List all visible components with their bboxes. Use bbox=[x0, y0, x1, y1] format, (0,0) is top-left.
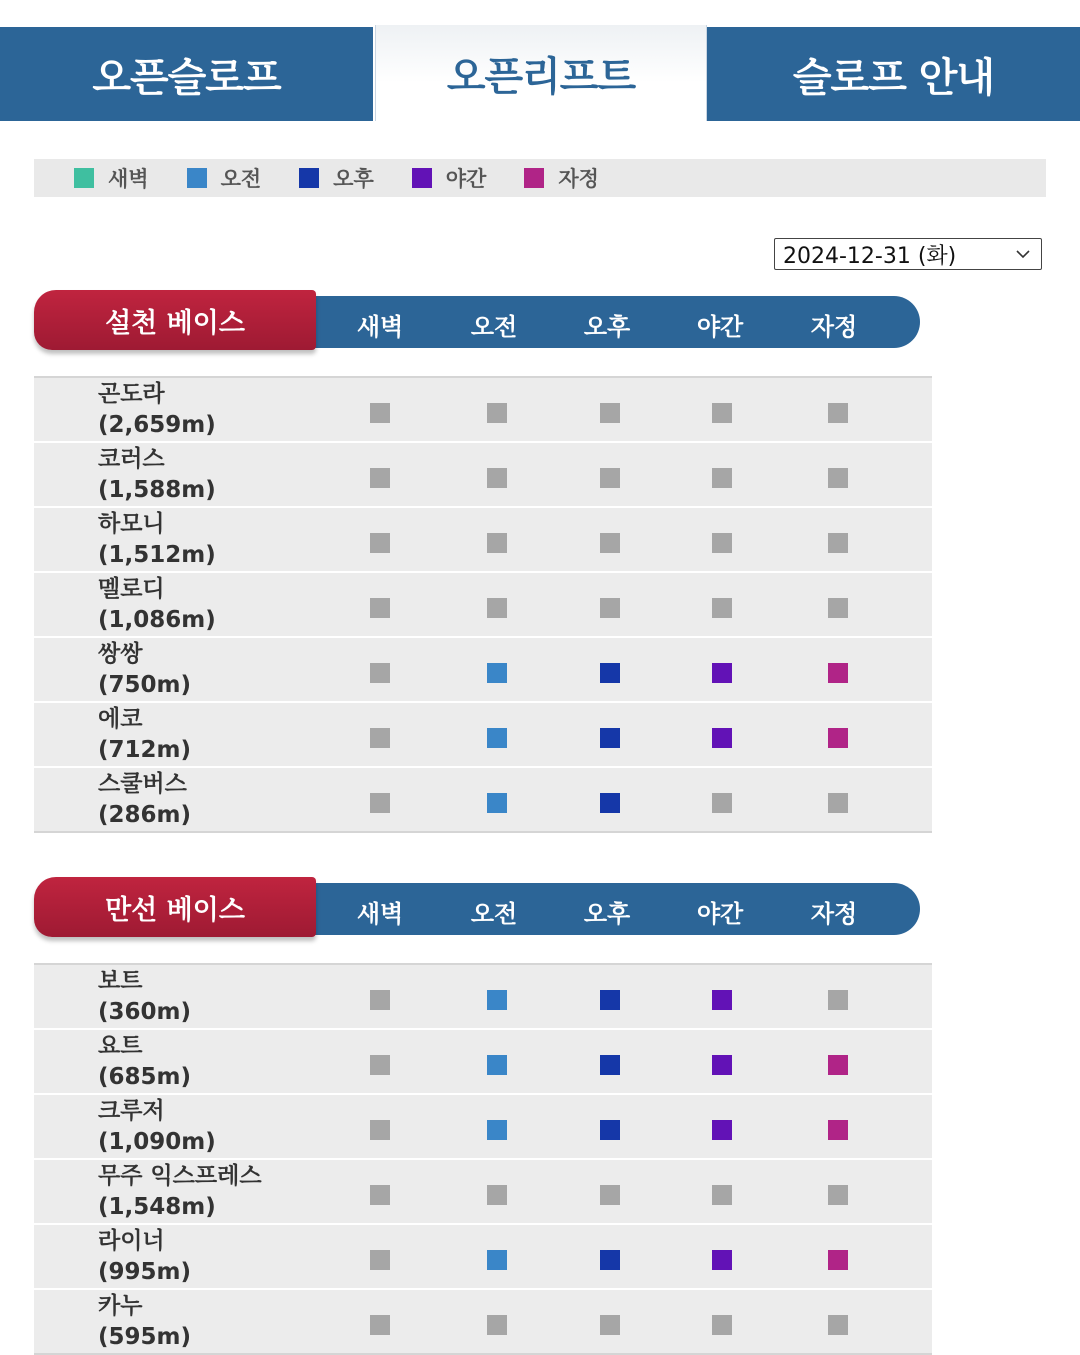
lift-status-table bbox=[34, 376, 932, 833]
status-cell-morning-open bbox=[487, 1120, 507, 1140]
table-row bbox=[34, 1030, 932, 1095]
table-row bbox=[34, 1290, 932, 1355]
lift-length: (750m) bbox=[98, 672, 191, 698]
legend-swatch bbox=[524, 168, 544, 188]
status-cell-morning-open bbox=[487, 1250, 507, 1270]
period-header-dawn: 새벽 bbox=[356, 313, 404, 341]
lift-length: (2,659m) bbox=[98, 412, 216, 438]
status-cell-dawn-closed bbox=[370, 990, 390, 1010]
status-cell-morning-closed bbox=[487, 468, 507, 488]
status-cell-afternoon-closed bbox=[600, 533, 620, 553]
table-row bbox=[34, 703, 932, 768]
status-cell-dawn-closed bbox=[370, 728, 390, 748]
status-cell-dawn-closed bbox=[370, 598, 390, 618]
status-cell-morning-open bbox=[487, 990, 507, 1010]
tab-open-slope[interactable]: 오픈슬로프 bbox=[0, 27, 373, 121]
section-title: 설천 베이스 bbox=[34, 290, 316, 350]
lift-name-label: 스쿨버스 bbox=[98, 771, 187, 797]
table-row bbox=[34, 965, 932, 1030]
lift-name-label: 하모니 bbox=[98, 511, 165, 537]
status-cell-dawn-closed bbox=[370, 1055, 390, 1075]
status-cell-dawn-closed bbox=[370, 468, 390, 488]
chevron-down-icon bbox=[1015, 243, 1031, 270]
period-header-afternoon: 오후 bbox=[583, 900, 631, 928]
lift-length: (1,548m) bbox=[98, 1194, 216, 1220]
lift-name-label: 쌍쌍 bbox=[98, 641, 143, 667]
lift-length: (595m) bbox=[98, 1324, 191, 1350]
lift-name bbox=[98, 704, 191, 766]
status-cell-night-open bbox=[712, 1250, 732, 1270]
lift-name bbox=[98, 509, 216, 571]
lift-status-table bbox=[34, 963, 932, 1355]
lift-name-label: 코러스 bbox=[98, 446, 165, 472]
legend-swatch bbox=[412, 168, 432, 188]
date-select[interactable] bbox=[774, 238, 1042, 270]
legend-item-night bbox=[412, 163, 487, 193]
status-cell-afternoon-closed bbox=[600, 1185, 620, 1205]
period-header-night: 야간 bbox=[696, 313, 744, 341]
legend-label: 야간 bbox=[445, 167, 487, 191]
lift-name bbox=[98, 769, 191, 831]
period-header-midnight: 자정 bbox=[810, 313, 858, 341]
status-cell-afternoon-open bbox=[600, 990, 620, 1010]
status-cell-morning-open bbox=[487, 1055, 507, 1075]
table-row bbox=[34, 768, 932, 833]
period-header-dawn: 새벽 bbox=[356, 900, 404, 928]
lift-name-label: 크루저 bbox=[98, 1098, 165, 1124]
status-cell-afternoon-open bbox=[600, 1120, 620, 1140]
lift-length: (995m) bbox=[98, 1259, 191, 1285]
lift-length: (1,090m) bbox=[98, 1129, 216, 1155]
table-row bbox=[34, 508, 932, 573]
period-header-morning: 오전 bbox=[470, 900, 518, 928]
lift-name bbox=[98, 1096, 216, 1158]
status-cell-morning-closed bbox=[487, 533, 507, 553]
status-cell-dawn-closed bbox=[370, 1185, 390, 1205]
lift-length: (360m) bbox=[98, 999, 191, 1025]
lift-name-label: 보트 bbox=[98, 968, 143, 994]
status-cell-morning-closed bbox=[487, 598, 507, 618]
status-cell-night-open bbox=[712, 663, 732, 683]
status-cell-afternoon-closed bbox=[600, 403, 620, 423]
status-cell-midnight-closed bbox=[828, 403, 848, 423]
lift-length: (1,086m) bbox=[98, 607, 216, 633]
table-row bbox=[34, 1225, 932, 1290]
status-cell-midnight-closed bbox=[828, 598, 848, 618]
lift-name bbox=[98, 1161, 262, 1223]
status-cell-morning-open bbox=[487, 793, 507, 813]
status-cell-morning-closed bbox=[487, 1315, 507, 1335]
legend-label: 자정 bbox=[558, 167, 599, 191]
lift-name bbox=[98, 1031, 191, 1093]
status-cell-dawn-closed bbox=[370, 663, 390, 683]
status-cell-afternoon-open bbox=[600, 663, 620, 683]
date-select-value: 2024-12-31 (화) bbox=[783, 243, 957, 269]
lift-name-label: 에코 bbox=[98, 706, 143, 732]
status-cell-night-closed bbox=[712, 598, 732, 618]
legend-item-dawn bbox=[74, 163, 149, 193]
legend-item-morning bbox=[187, 163, 262, 193]
lift-name bbox=[98, 639, 191, 701]
status-cell-night-closed bbox=[712, 468, 732, 488]
lift-name-label: 곤도라 bbox=[98, 381, 165, 407]
period-header-morning: 오전 bbox=[470, 313, 518, 341]
section-header bbox=[34, 290, 934, 352]
section-title: 만선 베이스 bbox=[34, 877, 316, 937]
lift-name-label: 라이너 bbox=[98, 1228, 165, 1254]
status-cell-midnight-open bbox=[828, 728, 848, 748]
status-cell-afternoon-open bbox=[600, 1055, 620, 1075]
section-header bbox=[34, 877, 934, 939]
status-cell-night-open bbox=[712, 728, 732, 748]
status-cell-afternoon-closed bbox=[600, 468, 620, 488]
status-cell-midnight-closed bbox=[828, 990, 848, 1010]
table-row bbox=[34, 573, 932, 638]
legend-label: 오전 bbox=[220, 167, 262, 191]
legend-swatch bbox=[299, 168, 319, 188]
status-cell-midnight-open bbox=[828, 1120, 848, 1140]
lift-name-label: 멜로디 bbox=[98, 576, 165, 602]
status-cell-night-closed bbox=[712, 1185, 732, 1205]
lift-name bbox=[98, 1291, 191, 1353]
lift-name-label: 요트 bbox=[98, 1033, 143, 1059]
lift-length: (712m) bbox=[98, 737, 191, 763]
status-cell-midnight-open bbox=[828, 663, 848, 683]
legend-label: 오후 bbox=[333, 167, 374, 191]
status-cell-afternoon-closed bbox=[600, 598, 620, 618]
status-cell-morning-closed bbox=[487, 403, 507, 423]
lift-name-label: 무주 익스프레스 bbox=[98, 1163, 262, 1189]
table-row bbox=[34, 378, 932, 443]
table-row bbox=[34, 638, 932, 703]
status-cell-afternoon-closed bbox=[600, 1315, 620, 1335]
legend-swatch bbox=[74, 168, 94, 188]
lift-name bbox=[98, 444, 216, 506]
status-cell-dawn-closed bbox=[370, 793, 390, 813]
status-cell-midnight-open bbox=[828, 1055, 848, 1075]
period-header-midnight: 자정 bbox=[810, 900, 858, 928]
status-cell-midnight-closed bbox=[828, 468, 848, 488]
status-cell-midnight-closed bbox=[828, 533, 848, 553]
status-cell-dawn-closed bbox=[370, 1315, 390, 1335]
status-cell-night-open bbox=[712, 1120, 732, 1140]
lift-length: (685m) bbox=[98, 1064, 191, 1090]
period-header-afternoon: 오후 bbox=[583, 313, 631, 341]
status-cell-afternoon-open bbox=[600, 793, 620, 813]
table-row bbox=[34, 1160, 932, 1225]
table-row bbox=[34, 1095, 932, 1160]
legend-item-midnight bbox=[524, 163, 599, 193]
legend-item-afternoon bbox=[299, 163, 374, 193]
status-cell-afternoon-open bbox=[600, 728, 620, 748]
status-cell-dawn-closed bbox=[370, 533, 390, 553]
status-cell-night-closed bbox=[712, 533, 732, 553]
legend-swatch bbox=[187, 168, 207, 188]
status-cell-midnight-closed bbox=[828, 1185, 848, 1205]
status-cell-night-closed bbox=[712, 403, 732, 423]
status-cell-midnight-open bbox=[828, 1250, 848, 1270]
lift-name-label: 카누 bbox=[98, 1293, 143, 1319]
legend-label: 새벽 bbox=[108, 167, 149, 191]
lift-name bbox=[98, 574, 216, 636]
status-cell-morning-open bbox=[487, 728, 507, 748]
table-row bbox=[34, 443, 932, 508]
tab-slope-guide[interactable]: 슬로프 안내 bbox=[707, 27, 1080, 121]
status-cell-midnight-closed bbox=[828, 793, 848, 813]
lift-length: (286m) bbox=[98, 802, 191, 828]
time-period-legend bbox=[34, 159, 1046, 197]
status-cell-afternoon-open bbox=[600, 1250, 620, 1270]
status-cell-night-open bbox=[712, 990, 732, 1010]
tab-open-lift[interactable]: 오픈리프트 bbox=[375, 25, 707, 121]
lift-length: (1,588m) bbox=[98, 477, 216, 503]
status-cell-night-open bbox=[712, 1055, 732, 1075]
lift-length: (1,512m) bbox=[98, 542, 216, 568]
status-cell-dawn-closed bbox=[370, 1120, 390, 1140]
status-cell-morning-closed bbox=[487, 1185, 507, 1205]
lift-name bbox=[98, 966, 191, 1028]
status-cell-dawn-closed bbox=[370, 403, 390, 423]
lift-name bbox=[98, 1226, 191, 1288]
status-cell-night-closed bbox=[712, 1315, 732, 1335]
status-cell-night-closed bbox=[712, 793, 732, 813]
status-cell-dawn-closed bbox=[370, 1250, 390, 1270]
status-cell-morning-open bbox=[487, 663, 507, 683]
top-tab-bar bbox=[0, 25, 1080, 121]
period-header-night: 야간 bbox=[696, 900, 744, 928]
lift-name bbox=[98, 379, 216, 441]
status-cell-midnight-closed bbox=[828, 1315, 848, 1335]
